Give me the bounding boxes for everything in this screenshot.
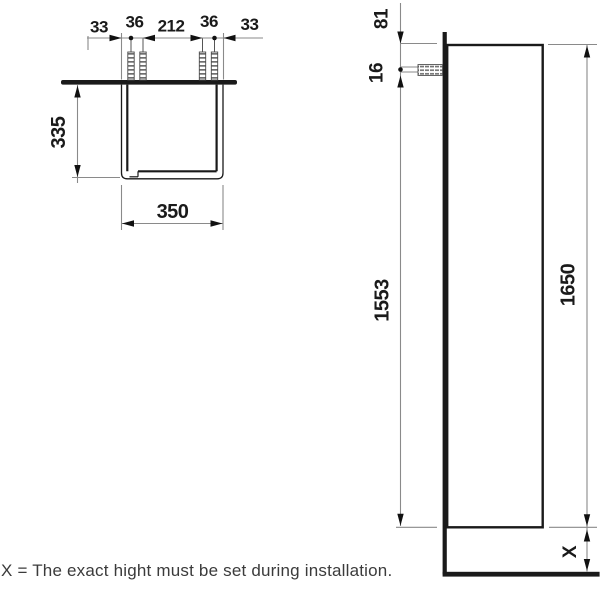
side-view (367, 3, 600, 577)
dim-width-label: 350 (156, 201, 189, 223)
dim-top-to-screw-label: 81 (371, 8, 393, 30)
caption-note: X = The exact hight must be set during installation. (1, 561, 393, 580)
dim-offset-right-label: 33 (240, 15, 259, 34)
mounting-screw-icon (418, 65, 443, 76)
dim-screw-offset-label: 16 (366, 62, 388, 84)
dim-screw-pitch-left-label: 36 (125, 12, 144, 32)
wall-section-bar (61, 80, 237, 85)
dim-screw-span-label: 212 (157, 16, 185, 36)
cabinet-side-outline (447, 45, 543, 527)
dim-offset-left-label: 33 (90, 17, 108, 37)
dim-screw-pitch-right-label: 36 (200, 12, 218, 31)
dim-screw-to-bottom-label: 1553 (371, 279, 394, 322)
floor-line (443, 572, 600, 577)
dim-total-height-label: 1650 (557, 263, 580, 307)
screw-axis-lines (131, 39, 215, 54)
dim-floor-clearance-label: X (560, 545, 581, 559)
wall-anchor-icons (128, 52, 218, 80)
dim-depth-label: 335 (48, 116, 70, 149)
plan-view (48, 12, 263, 230)
cabinet-plan-outline (122, 85, 224, 179)
